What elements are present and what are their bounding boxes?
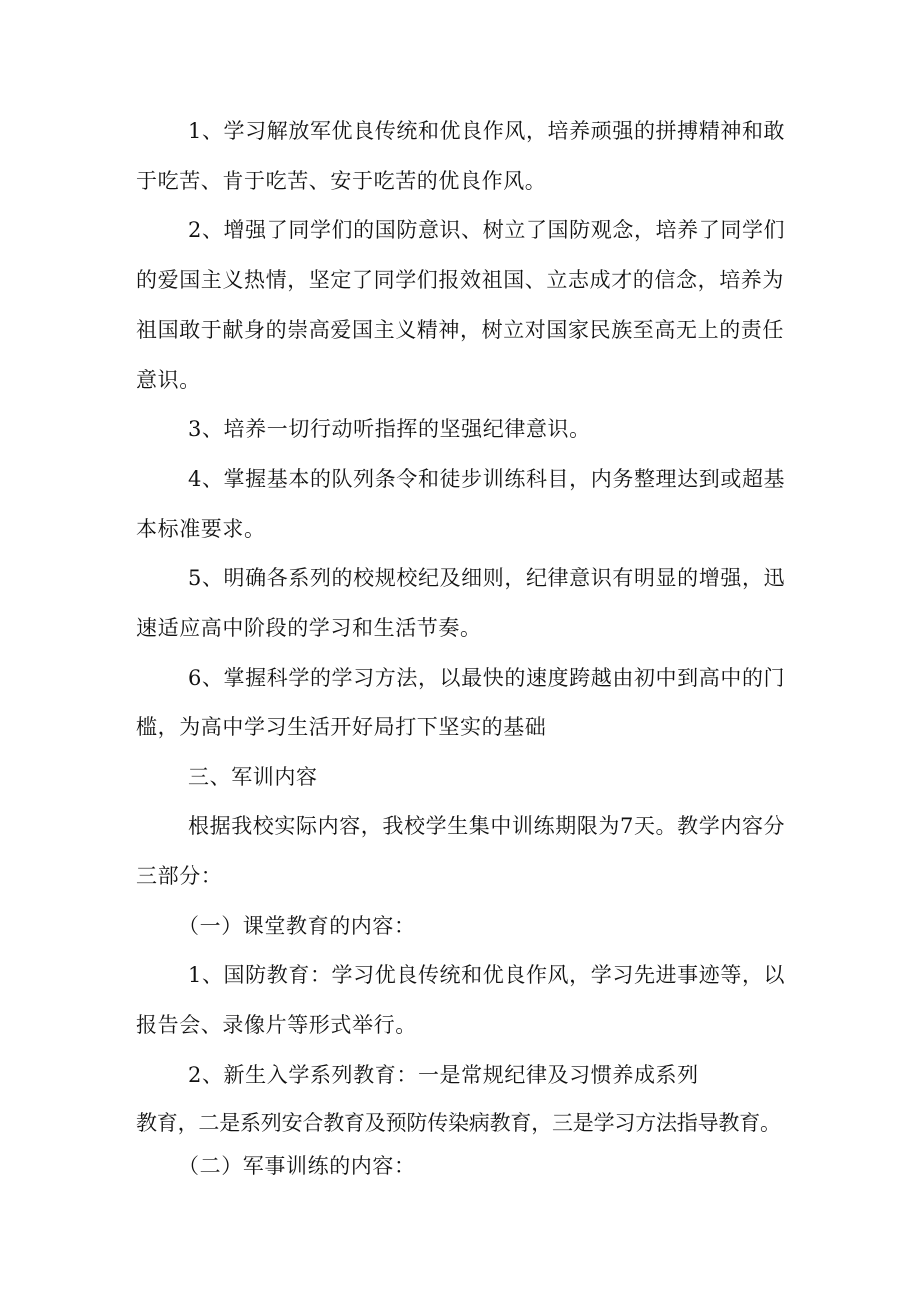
paragraph-line: 4、掌握基本的队列条令和徒步训练科目，内务整理达到或超基 [188,467,786,491]
paragraph-line: 2、新生入学系列教育：一是常规纪律及习惯养成系列 [188,1063,699,1087]
paragraph-line: 5、明确各系列的校规校纪及细则，纪律意识有明显的增强，迅 [188,566,786,590]
paragraph-line: 报告会、录像片等形式举行。 [136,1013,417,1037]
paragraph-line: 3、培养一切行动听指挥的坚强纪律意识。 [188,417,591,441]
section-heading: 三、军训内容 [188,765,318,789]
paragraph-line: 1、学习解放军优良传统和优良作风，培养顽强的拼搏精神和敢 [188,119,786,143]
paragraph-line: 意识。 [136,368,201,392]
paragraph-line: 2、增强了同学们的国防意识、树立了国防观念，培养了同学们 [188,218,786,242]
paragraph-line: 祖国敢于献身的崇高爱国主义精神，树立对国家民族至高无上的责任 [136,318,784,342]
paragraph-line: 本标准要求。 [136,517,266,541]
paragraph-line: 6、掌握科学的学习方法，以最快的速度跨越由初中到高中的门 [188,666,786,690]
paragraph-line: 速适应高中阶段的学习和生活节奏。 [136,616,482,640]
paragraph-line: 于吃苦、肯于吃苦、安于吃苦的优良作风。 [136,169,547,193]
paragraph-line: 的爱国主义热情，坚定了同学们报效祖国、立志成才的信念，培养为 [136,268,784,292]
paragraph-line: 槛，为高中学习生活开好局打下坚实的基础 [136,715,547,739]
paragraph-line: 三部分： [136,864,223,888]
paragraph-line: 1、国防教育：学习优良传统和优良作风，学习先进事迹等，以 [188,963,786,987]
paragraph-line: 教育，二是系列安合教育及预防传染病教育，三是学习方法指导教育。 [136,1111,781,1135]
subsection-heading: （二）军事训练的内容： [178,1154,416,1178]
subsection-heading: （一）课堂教育的内容： [178,914,416,938]
paragraph-line: 根据我校实际内容，我校学生集中训练期限为7天。教学内容分 [188,814,786,838]
